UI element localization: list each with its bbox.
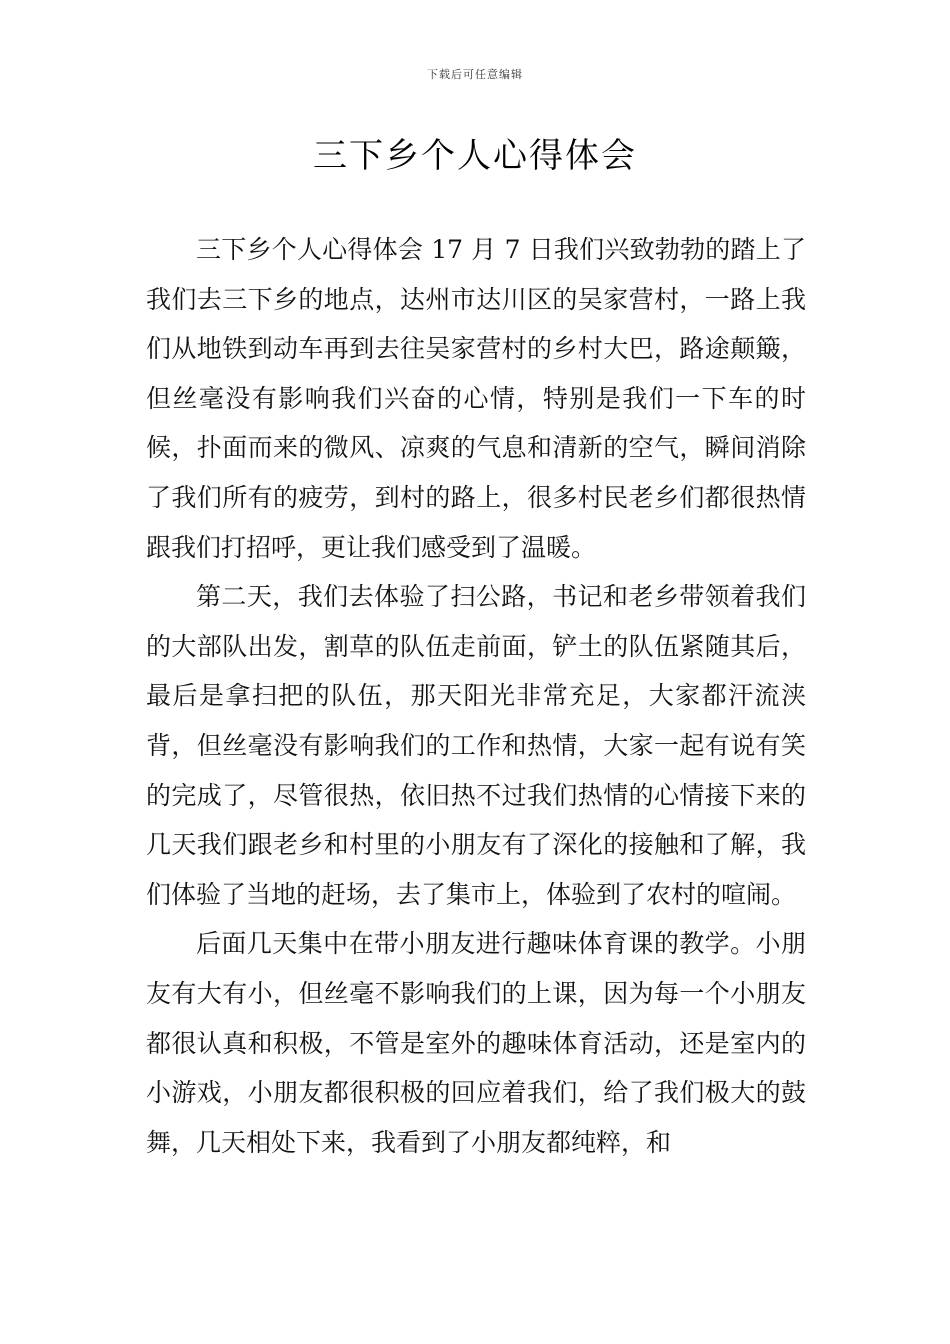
paragraph-2: 第二天，我们去体验了扫公路，书记和老乡带领着我们的大部队出发，割草的队伍走前面，铲土的队伍紧随其后，最后是拿扫把的队伍，那天阳光非常充足，大家都汗流浃背，但丝毫没有影响我们的工作和热情，大家一起有说有笑的完成了，尽管很热，依旧热不过我们热情的心情接下来的几天我们跟老乡和村里的小朋友有了深化的接触和了解，我们体验了当地的赶场，去了集市上，体验到了农村的喧闹。 (146, 582, 806, 909)
document-title: 三下乡个人心得体会 (313, 136, 637, 176)
paragraph-3: 后面几天集中在带小朋友进行趣味体育课的教学。小朋友有大有小，但丝毫不影响我们的上课，因为每一个小朋友都很认真和积极，不管是室外的趣味体育活动，还是室内的小游戏，小朋友都很积极的回应着我们，给了我们极大的鼓舞，几天相处下来，我看到了小朋友都纯粹，和 (146, 929, 806, 1157)
paragraph-1: 三下乡个人心得体会 17 月 7 日我们兴致勃勃的踏上了我们去三下乡的地点，达州市达川区的吴家营村，一路上我们从地铁到动车再到去往吴家营村的乡村大巴，路途颠簸，但丝毫没有影响我们兴奋的心情，特别是我们一下车的时候，扑面而来的微风、凉爽的气息和清新的空气，瞬间消除了我们所有的疲劳，到村的路上，很多村民老乡们都很热情跟我们打招呼，更让我们感受到了温暖。 (146, 235, 806, 562)
header-note: 下载后可任意编辑 (427, 68, 523, 81)
document-body (146, 225, 806, 1167)
